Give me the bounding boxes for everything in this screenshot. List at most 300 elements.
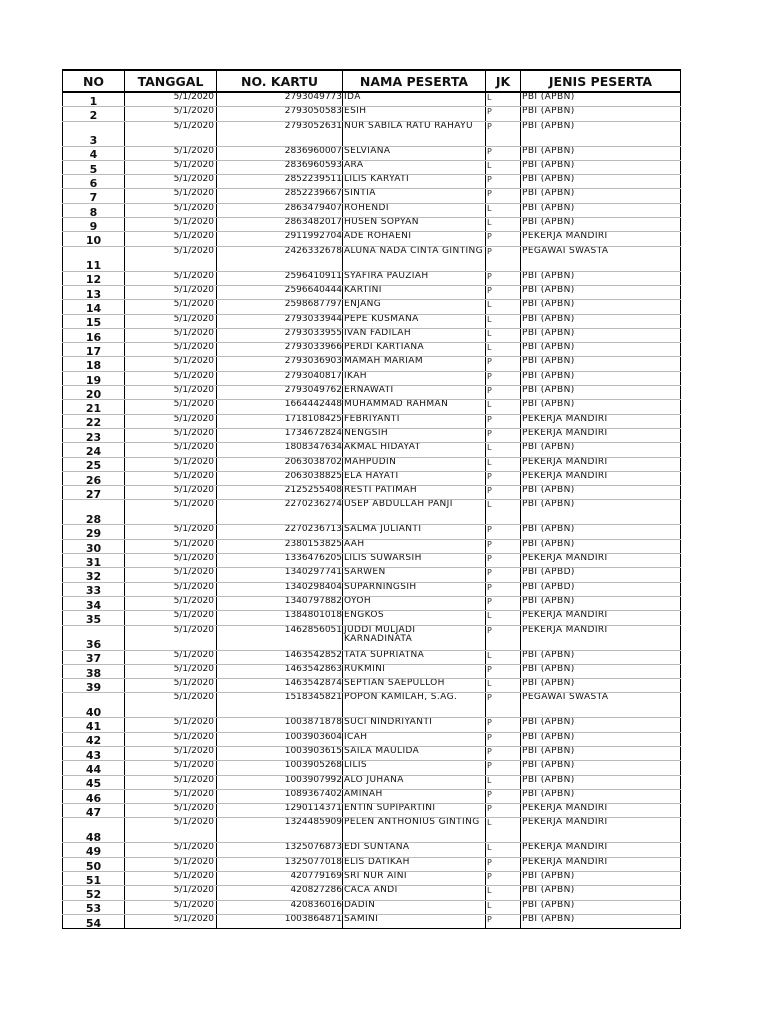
- row-jk: P: [486, 414, 521, 428]
- table-row: [63, 718, 681, 732]
- row-no-kartu: 1384801018: [217, 611, 343, 625]
- table-row: [63, 285, 681, 299]
- table-row: [63, 457, 681, 471]
- row-tanggal: 5/1/2020: [125, 900, 217, 914]
- row-tanggal: 5/1/2020: [125, 160, 217, 174]
- row-no-kartu: 2426332678: [217, 246, 343, 271]
- row-nama-peserta: TATA SUPRIATNA: [343, 650, 486, 664]
- row-tanggal: 5/1/2020: [125, 761, 217, 775]
- row-jenis-peserta: PBI (APBN): [521, 203, 681, 217]
- row-nama-peserta: LILIS: [343, 761, 486, 775]
- row-jk: P: [486, 914, 521, 928]
- row-number: 16: [63, 328, 125, 342]
- row-jk: L: [486, 457, 521, 471]
- row-nama-peserta: ELA HAYATI: [343, 471, 486, 485]
- row-nama-peserta: SAMINI: [343, 914, 486, 928]
- row-jenis-peserta: PBI (APBN): [521, 92, 681, 107]
- row-jenis-peserta: PBI (APBN): [521, 679, 681, 693]
- row-tanggal: 5/1/2020: [125, 471, 217, 485]
- row-number: 23: [63, 428, 125, 442]
- row-no-kartu: 2793040817: [217, 371, 343, 385]
- row-number: 14: [63, 300, 125, 314]
- row-jk: L: [486, 160, 521, 174]
- row-jenis-peserta: PEKERJA MANDIRI: [521, 804, 681, 818]
- row-jenis-peserta: PBI (APBN): [521, 886, 681, 900]
- row-nama-peserta: ALUNA NADA CINTA GINTING: [343, 246, 486, 271]
- row-nama-peserta: PEPE KUSMANA: [343, 314, 486, 328]
- table-row: [63, 650, 681, 664]
- row-nama-peserta: IDA: [343, 92, 486, 107]
- table-row: [63, 203, 681, 217]
- row-number: 53: [63, 900, 125, 914]
- row-tanggal: 5/1/2020: [125, 746, 217, 760]
- row-jk: L: [486, 886, 521, 900]
- row-no-kartu: 1463542852: [217, 650, 343, 664]
- table-row: [63, 900, 681, 914]
- table-row: [63, 775, 681, 789]
- row-no-kartu: 1325077018: [217, 857, 343, 871]
- row-tanggal: 5/1/2020: [125, 625, 217, 650]
- row-number: 36: [63, 625, 125, 650]
- row-no-kartu: 2063038825: [217, 471, 343, 485]
- header-tanggal: TANGGAL: [125, 70, 217, 92]
- row-jenis-peserta: PBI (APBN): [521, 872, 681, 886]
- row-tanggal: 5/1/2020: [125, 611, 217, 625]
- row-tanggal: 5/1/2020: [125, 582, 217, 596]
- row-tanggal: 5/1/2020: [125, 457, 217, 471]
- row-jenis-peserta: PBI (APBN): [521, 914, 681, 928]
- table-row: [63, 500, 681, 525]
- row-nama-peserta: ERNAWATI: [343, 386, 486, 400]
- row-jk: P: [486, 232, 521, 246]
- row-number: 37: [63, 650, 125, 664]
- row-number: 7: [63, 189, 125, 203]
- row-jenis-peserta: PBI (APBN): [521, 596, 681, 610]
- row-jk: L: [486, 818, 521, 843]
- row-tanggal: 5/1/2020: [125, 285, 217, 299]
- row-no-kartu: 1808347634: [217, 443, 343, 457]
- row-jk: P: [486, 746, 521, 760]
- row-jk: L: [486, 679, 521, 693]
- row-jk: L: [486, 314, 521, 328]
- row-tanggal: 5/1/2020: [125, 554, 217, 568]
- row-no-kartu: 2793033944: [217, 314, 343, 328]
- header-jk: JK: [486, 70, 521, 92]
- row-number: 32: [63, 568, 125, 582]
- row-number: 30: [63, 539, 125, 553]
- row-nama-peserta: RUKMINI: [343, 664, 486, 678]
- table-row: [63, 625, 681, 650]
- row-tanggal: 5/1/2020: [125, 189, 217, 203]
- table-row: [63, 664, 681, 678]
- participant-table: [62, 69, 681, 929]
- row-tanggal: 5/1/2020: [125, 718, 217, 732]
- row-tanggal: 5/1/2020: [125, 693, 217, 718]
- table-row: [63, 568, 681, 582]
- table-row: [63, 300, 681, 314]
- row-no-kartu: 2596410911: [217, 271, 343, 285]
- row-jenis-peserta: PEKERJA MANDIRI: [521, 843, 681, 857]
- row-nama-peserta: ENTIN SUPIPARTINI: [343, 804, 486, 818]
- row-jk: P: [486, 285, 521, 299]
- row-nama-peserta: SARWEN: [343, 568, 486, 582]
- row-no-kartu: 2598687797: [217, 300, 343, 314]
- row-nama-peserta: DADIN: [343, 900, 486, 914]
- row-number: 41: [63, 718, 125, 732]
- row-tanggal: 5/1/2020: [125, 872, 217, 886]
- row-number: 6: [63, 175, 125, 189]
- row-jk: P: [486, 271, 521, 285]
- row-number: 48: [63, 818, 125, 843]
- row-tanggal: 5/1/2020: [125, 146, 217, 160]
- row-no-kartu: 2380153825: [217, 539, 343, 553]
- row-no-kartu: 1003903615: [217, 746, 343, 760]
- row-number: 21: [63, 400, 125, 414]
- row-jk: P: [486, 357, 521, 371]
- row-jk: L: [486, 775, 521, 789]
- row-tanggal: 5/1/2020: [125, 679, 217, 693]
- row-jk: P: [486, 371, 521, 385]
- row-number: 11: [63, 246, 125, 271]
- row-jenis-peserta: PBI (APBN): [521, 314, 681, 328]
- row-no-kartu: 2793049773: [217, 92, 343, 107]
- row-number: 1: [63, 92, 125, 107]
- row-number: 22: [63, 414, 125, 428]
- table-row: [63, 596, 681, 610]
- table-row: [63, 761, 681, 775]
- row-no-kartu: 1340797882: [217, 596, 343, 610]
- row-nama-peserta: IVAN FADILAH: [343, 328, 486, 342]
- row-number: 44: [63, 761, 125, 775]
- table-row: [63, 428, 681, 442]
- row-number: 28: [63, 500, 125, 525]
- row-nama-peserta: AKMAL HIDAYAT: [343, 443, 486, 457]
- row-number: 45: [63, 775, 125, 789]
- row-number: 49: [63, 843, 125, 857]
- table-row: [63, 525, 681, 539]
- table-row: [63, 886, 681, 900]
- row-nama-peserta: USEP ABDULLAH PANJI: [343, 500, 486, 525]
- row-tanggal: 5/1/2020: [125, 789, 217, 803]
- row-nama-peserta: SINTIA: [343, 189, 486, 203]
- row-number: 27: [63, 486, 125, 500]
- table-row: [63, 471, 681, 485]
- row-number: 9: [63, 218, 125, 232]
- row-nama-peserta: ARA: [343, 160, 486, 174]
- row-nama-peserta: JUDDI MULJADI KARNADINATA: [343, 625, 486, 650]
- row-no-kartu: 2270236713: [217, 525, 343, 539]
- row-number: 2: [63, 107, 125, 121]
- row-number: 54: [63, 914, 125, 928]
- row-no-kartu: 420836016: [217, 900, 343, 914]
- row-jenis-peserta: PEKERJA MANDIRI: [521, 232, 681, 246]
- table-row: [63, 732, 681, 746]
- row-number: 18: [63, 357, 125, 371]
- row-jk: P: [486, 718, 521, 732]
- row-jenis-peserta: PBI (APBN): [521, 746, 681, 760]
- row-no-kartu: 1003871878: [217, 718, 343, 732]
- row-nama-peserta: MAHPUDIN: [343, 457, 486, 471]
- row-no-kartu: 2836960593: [217, 160, 343, 174]
- row-jk: P: [486, 732, 521, 746]
- row-jenis-peserta: PBI (APBN): [521, 371, 681, 385]
- table-row: [63, 804, 681, 818]
- row-jk: P: [486, 568, 521, 582]
- table-row: [63, 414, 681, 428]
- row-tanggal: 5/1/2020: [125, 428, 217, 442]
- row-tanggal: 5/1/2020: [125, 92, 217, 107]
- row-number: 4: [63, 146, 125, 160]
- row-tanggal: 5/1/2020: [125, 650, 217, 664]
- row-nama-peserta: ALO JUHANA: [343, 775, 486, 789]
- row-number: 46: [63, 789, 125, 803]
- row-nama-peserta: KARTINI: [343, 285, 486, 299]
- row-tanggal: 5/1/2020: [125, 914, 217, 928]
- table-row: [63, 386, 681, 400]
- row-jk: P: [486, 857, 521, 871]
- row-nama-peserta: NUR SABILA RATU RAHAYU: [343, 121, 486, 146]
- table-row: [63, 357, 681, 371]
- table-row: [63, 121, 681, 146]
- table-row: [63, 693, 681, 718]
- row-jenis-peserta: PBI (APBN): [521, 343, 681, 357]
- table-row: [63, 314, 681, 328]
- table-row: [63, 582, 681, 596]
- row-nama-peserta: SALMA JULIANTI: [343, 525, 486, 539]
- row-jk: L: [486, 92, 521, 107]
- row-jenis-peserta: PBI (APBN): [521, 357, 681, 371]
- row-jk: L: [486, 400, 521, 414]
- row-jk: P: [486, 428, 521, 442]
- header-nama-peserta: NAMA PESERTA: [343, 70, 486, 92]
- row-number: 19: [63, 371, 125, 385]
- row-number: 38: [63, 664, 125, 678]
- row-nama-peserta: SUCI NINDRIYANTI: [343, 718, 486, 732]
- row-number: 35: [63, 611, 125, 625]
- row-nama-peserta: ESIH: [343, 107, 486, 121]
- row-no-kartu: 1336476205: [217, 554, 343, 568]
- row-no-kartu: 420827286: [217, 886, 343, 900]
- row-nama-peserta: MAMAH MARIAM: [343, 357, 486, 371]
- row-jenis-peserta: PBI (APBN): [521, 500, 681, 525]
- table-row: [63, 746, 681, 760]
- row-number: 33: [63, 582, 125, 596]
- row-no-kartu: 2852239511: [217, 175, 343, 189]
- row-jk: L: [486, 343, 521, 357]
- row-nama-peserta: SAILA MAULIDA: [343, 746, 486, 760]
- row-nama-peserta: PELEN ANTHONIUS GINTING: [343, 818, 486, 843]
- row-nama-peserta: POPON KAMILAH, S.AG.: [343, 693, 486, 718]
- row-no-kartu: 420779169: [217, 872, 343, 886]
- row-tanggal: 5/1/2020: [125, 107, 217, 121]
- row-tanggal: 5/1/2020: [125, 775, 217, 789]
- table-row: [63, 343, 681, 357]
- row-tanggal: 5/1/2020: [125, 732, 217, 746]
- header-row: [63, 70, 681, 92]
- row-number: 42: [63, 732, 125, 746]
- row-nama-peserta: AMINAH: [343, 789, 486, 803]
- row-number: 29: [63, 525, 125, 539]
- row-no-kartu: 1324485909: [217, 818, 343, 843]
- row-number: 24: [63, 443, 125, 457]
- row-jenis-peserta: PBI (APBN): [521, 400, 681, 414]
- row-number: 43: [63, 746, 125, 760]
- header-jenis-peserta: JENIS PESERTA: [521, 70, 681, 92]
- table-row: [63, 160, 681, 174]
- row-nama-peserta: ROHENDI: [343, 203, 486, 217]
- row-jk: L: [486, 443, 521, 457]
- row-number: 26: [63, 471, 125, 485]
- row-jenis-peserta: PBI (APBN): [521, 189, 681, 203]
- row-tanggal: 5/1/2020: [125, 232, 217, 246]
- table-row: [63, 232, 681, 246]
- row-tanggal: 5/1/2020: [125, 818, 217, 843]
- row-nama-peserta: HUSEN SOPYAN: [343, 218, 486, 232]
- row-jk: L: [486, 900, 521, 914]
- row-jenis-peserta: PEKERJA MANDIRI: [521, 471, 681, 485]
- row-jenis-peserta: PEKERJA MANDIRI: [521, 554, 681, 568]
- row-nama-peserta: SELVIANA: [343, 146, 486, 160]
- row-tanggal: 5/1/2020: [125, 271, 217, 285]
- row-number: 3: [63, 121, 125, 146]
- row-no-kartu: 1718108425: [217, 414, 343, 428]
- row-jk: P: [486, 582, 521, 596]
- row-number: 40: [63, 693, 125, 718]
- row-jenis-peserta: PBI (APBN): [521, 718, 681, 732]
- row-tanggal: 5/1/2020: [125, 371, 217, 385]
- row-no-kartu: 1003905268: [217, 761, 343, 775]
- table-row: [63, 92, 681, 107]
- row-tanggal: 5/1/2020: [125, 314, 217, 328]
- row-nama-peserta: ENJANG: [343, 300, 486, 314]
- row-jenis-peserta: PBI (APBN): [521, 300, 681, 314]
- row-jenis-peserta: PBI (APBD): [521, 582, 681, 596]
- header-no: NO: [63, 70, 125, 92]
- table-row: [63, 328, 681, 342]
- row-jk: P: [486, 525, 521, 539]
- row-jenis-peserta: PBI (APBN): [521, 146, 681, 160]
- table-row: [63, 218, 681, 232]
- row-jenis-peserta: PBI (APBN): [521, 271, 681, 285]
- row-no-kartu: 2793033966: [217, 343, 343, 357]
- row-tanggal: 5/1/2020: [125, 857, 217, 871]
- row-jenis-peserta: PEKERJA MANDIRI: [521, 625, 681, 650]
- row-jenis-peserta: PBI (APBN): [521, 160, 681, 174]
- row-number: 17: [63, 343, 125, 357]
- row-number: 31: [63, 554, 125, 568]
- row-jk: L: [486, 300, 521, 314]
- row-nama-peserta: SRI NUR AINI: [343, 872, 486, 886]
- row-jenis-peserta: PBI (APBN): [521, 539, 681, 553]
- row-jenis-peserta: PEKERJA MANDIRI: [521, 457, 681, 471]
- row-no-kartu: 2863482017: [217, 218, 343, 232]
- row-tanggal: 5/1/2020: [125, 596, 217, 610]
- participant-sheet: [62, 69, 680, 929]
- table-row: [63, 818, 681, 843]
- row-no-kartu: 2793050583: [217, 107, 343, 121]
- table-row: [63, 789, 681, 803]
- row-jk: L: [486, 218, 521, 232]
- row-jenis-peserta: PBI (APBN): [521, 443, 681, 457]
- row-jenis-peserta: PBI (APBD): [521, 568, 681, 582]
- row-no-kartu: 1325076873: [217, 843, 343, 857]
- row-no-kartu: 2793033955: [217, 328, 343, 342]
- row-number: 25: [63, 457, 125, 471]
- row-no-kartu: 1664442448: [217, 400, 343, 414]
- row-nama-peserta: MUHAMMAD RAHMAN: [343, 400, 486, 414]
- row-jenis-peserta: PBI (APBN): [521, 386, 681, 400]
- row-number: 50: [63, 857, 125, 871]
- row-tanggal: 5/1/2020: [125, 414, 217, 428]
- row-number: 47: [63, 804, 125, 818]
- row-no-kartu: 1003907992: [217, 775, 343, 789]
- row-nama-peserta: PERDI KARTIANA: [343, 343, 486, 357]
- row-no-kartu: 2793052631: [217, 121, 343, 146]
- table-row: [63, 486, 681, 500]
- row-jenis-peserta: PEKERJA MANDIRI: [521, 428, 681, 442]
- row-tanggal: 5/1/2020: [125, 664, 217, 678]
- row-no-kartu: 2793036903: [217, 357, 343, 371]
- row-no-kartu: 2793049762: [217, 386, 343, 400]
- table-row: [63, 679, 681, 693]
- row-no-kartu: 1463542863: [217, 664, 343, 678]
- row-no-kartu: 1003903604: [217, 732, 343, 746]
- row-jenis-peserta: PBI (APBN): [521, 732, 681, 746]
- table-row: [63, 914, 681, 928]
- table-row: [63, 146, 681, 160]
- row-no-kartu: 1462856051: [217, 625, 343, 650]
- table-row: [63, 189, 681, 203]
- row-nama-peserta: ADE ROHAENI: [343, 232, 486, 246]
- table-row: [63, 271, 681, 285]
- row-no-kartu: 2063038702: [217, 457, 343, 471]
- row-nama-peserta: SEPTIAN SAEPULLOH: [343, 679, 486, 693]
- row-jenis-peserta: PBI (APBN): [521, 525, 681, 539]
- row-number: 5: [63, 160, 125, 174]
- row-tanggal: 5/1/2020: [125, 568, 217, 582]
- row-no-kartu: 1518345821: [217, 693, 343, 718]
- row-tanggal: 5/1/2020: [125, 175, 217, 189]
- row-nama-peserta: SUPARNINGSIH: [343, 582, 486, 596]
- table-row: [63, 400, 681, 414]
- row-nama-peserta: LILIS SUWARSIH: [343, 554, 486, 568]
- row-tanggal: 5/1/2020: [125, 357, 217, 371]
- row-number: 8: [63, 203, 125, 217]
- row-tanggal: 5/1/2020: [125, 443, 217, 457]
- row-jenis-peserta: PEKERJA MANDIRI: [521, 857, 681, 871]
- table-row: [63, 611, 681, 625]
- row-jenis-peserta: PEKERJA MANDIRI: [521, 611, 681, 625]
- row-nama-peserta: SYAFIRA PAUZIAH: [343, 271, 486, 285]
- row-no-kartu: 2125255408: [217, 486, 343, 500]
- row-jk: L: [486, 500, 521, 525]
- row-jenis-peserta: PBI (APBN): [521, 285, 681, 299]
- row-number: 13: [63, 285, 125, 299]
- row-jk: P: [486, 539, 521, 553]
- row-tanggal: 5/1/2020: [125, 246, 217, 271]
- row-jk: P: [486, 121, 521, 146]
- row-number: 34: [63, 596, 125, 610]
- table-row: [63, 554, 681, 568]
- row-jk: P: [486, 175, 521, 189]
- row-tanggal: 5/1/2020: [125, 525, 217, 539]
- table-row: [63, 175, 681, 189]
- row-no-kartu: 2270236274: [217, 500, 343, 525]
- row-jk: P: [486, 761, 521, 775]
- row-number: 39: [63, 679, 125, 693]
- table-row: [63, 539, 681, 553]
- row-no-kartu: 2852239667: [217, 189, 343, 203]
